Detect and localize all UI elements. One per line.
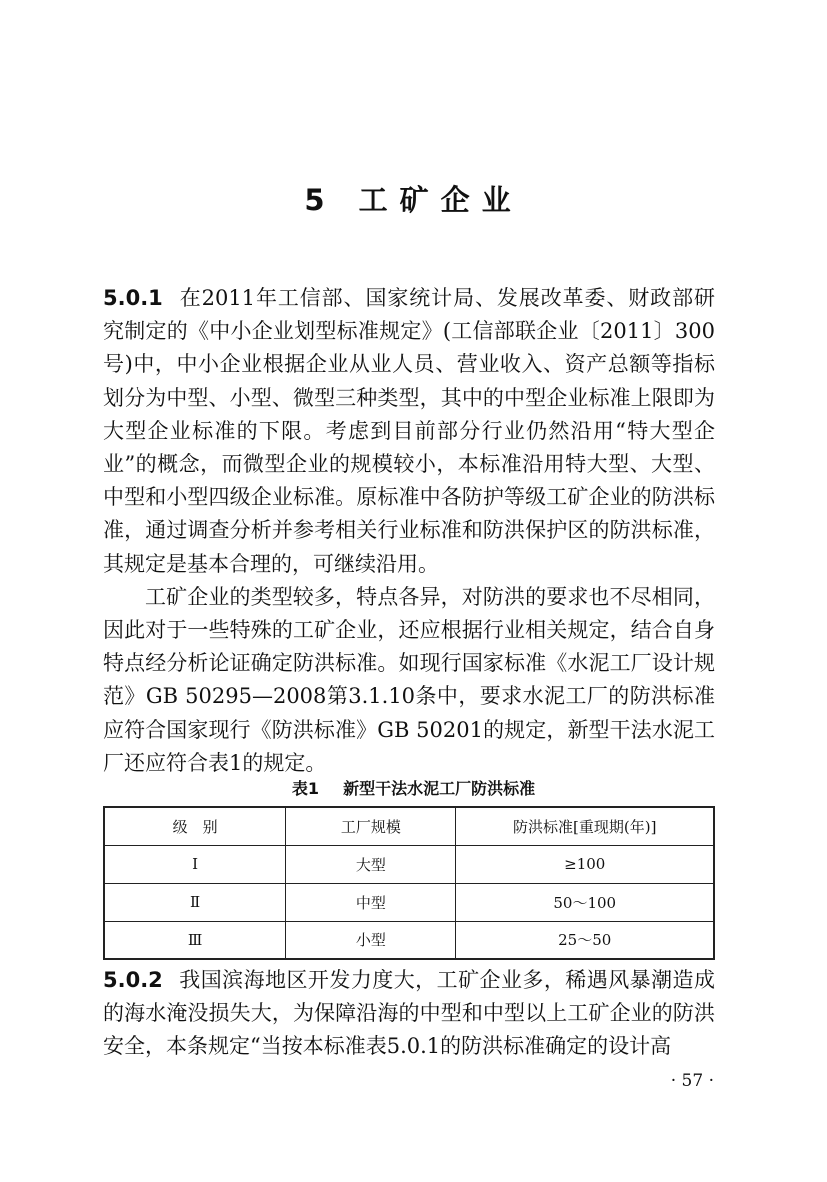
section-5-0-2 [103,964,715,1064]
table-title: 新型干法水泥工厂防洪标准 [343,779,536,798]
paragraph-text: 我国滨海地区开发力度大，工矿企业多，稀遇风暴潮造成的海水淹没损失大，为保障沿海的中型和中型以上工矿企业的防洪安全，本条规定“当按本标准表5.0.1的防洪标准确定的设计高 [103,968,715,1059]
flood-standard-table [103,806,715,960]
table-cell: 50～100 [456,883,714,921]
table-cell: Ⅲ [104,921,286,959]
table-caption [0,776,827,799]
chapter-title: 5 工矿企业 [304,183,523,217]
table-number: 表1 [291,779,320,798]
table-row [104,883,714,921]
table-header-row [104,807,714,845]
table-cell: 25～50 [456,921,714,959]
table-cell: 中型 [286,883,456,921]
clause-number: 5.0.2 [103,968,163,992]
section-5-0-1 [103,282,715,780]
clause-number: 5.0.1 [103,286,163,310]
table-header-cell: 工厂规模 [286,807,456,845]
table-cell: 大型 [286,845,456,883]
table-row [104,845,714,883]
table-cell: Ⅰ [104,845,286,883]
table-cell: Ⅱ [104,883,286,921]
section-5-0-2-paragraph-1 [103,964,715,1064]
table-header-cell: 防洪标准[重现期(年)] [456,807,714,845]
section-5-0-1-paragraph-2: 工矿企业的类型较多，特点各异，对防洪的要求也不尽相同，因此对于一些特殊的工矿企业，还应根据行业相关规定，结合自身特点经分析论证确定防洪标准。如现行国家标准《水泥工厂设计规范》GB 50295—2008第3.1.10条中，要求水泥工厂的防洪标准应符合国家现行《防洪标准》GB 50201的规定，新型干法水泥工厂还应符合表1的规定。 [103,584,715,775]
paragraph-text: 在2011年工信部、国家统计局、发展改革委、财政部研究制定的《中小企业划型标准规定》(工信部联企业〔2011〕300号)中，中小企业根据企业从业人员、营业收入、资产总额等指标划分为中型、小型、微型三种类型，其中的中型企业标准上限即为大型企业标准的下限。考虑到目前部分行业仍然沿用“特大型企业”的概念，而微型企业的规模较小，本标准沿用特大型、大型、中型和小型四级企业标准。原标准中各防护等级工矿企业的防洪标准，通过调查分析并参考相关行业标准和防洪保护区的防洪标准，其规定是基本合理的，可继续沿用。 [103,286,715,576]
table-row [104,921,714,959]
section-5-0-1-paragraph-1 [103,282,715,581]
table-cell: 小型 [286,921,456,959]
table-header-cell: 级 别 [104,807,286,845]
page-number: · 57 · [670,1071,714,1091]
table-cell: ≥100 [456,845,714,883]
